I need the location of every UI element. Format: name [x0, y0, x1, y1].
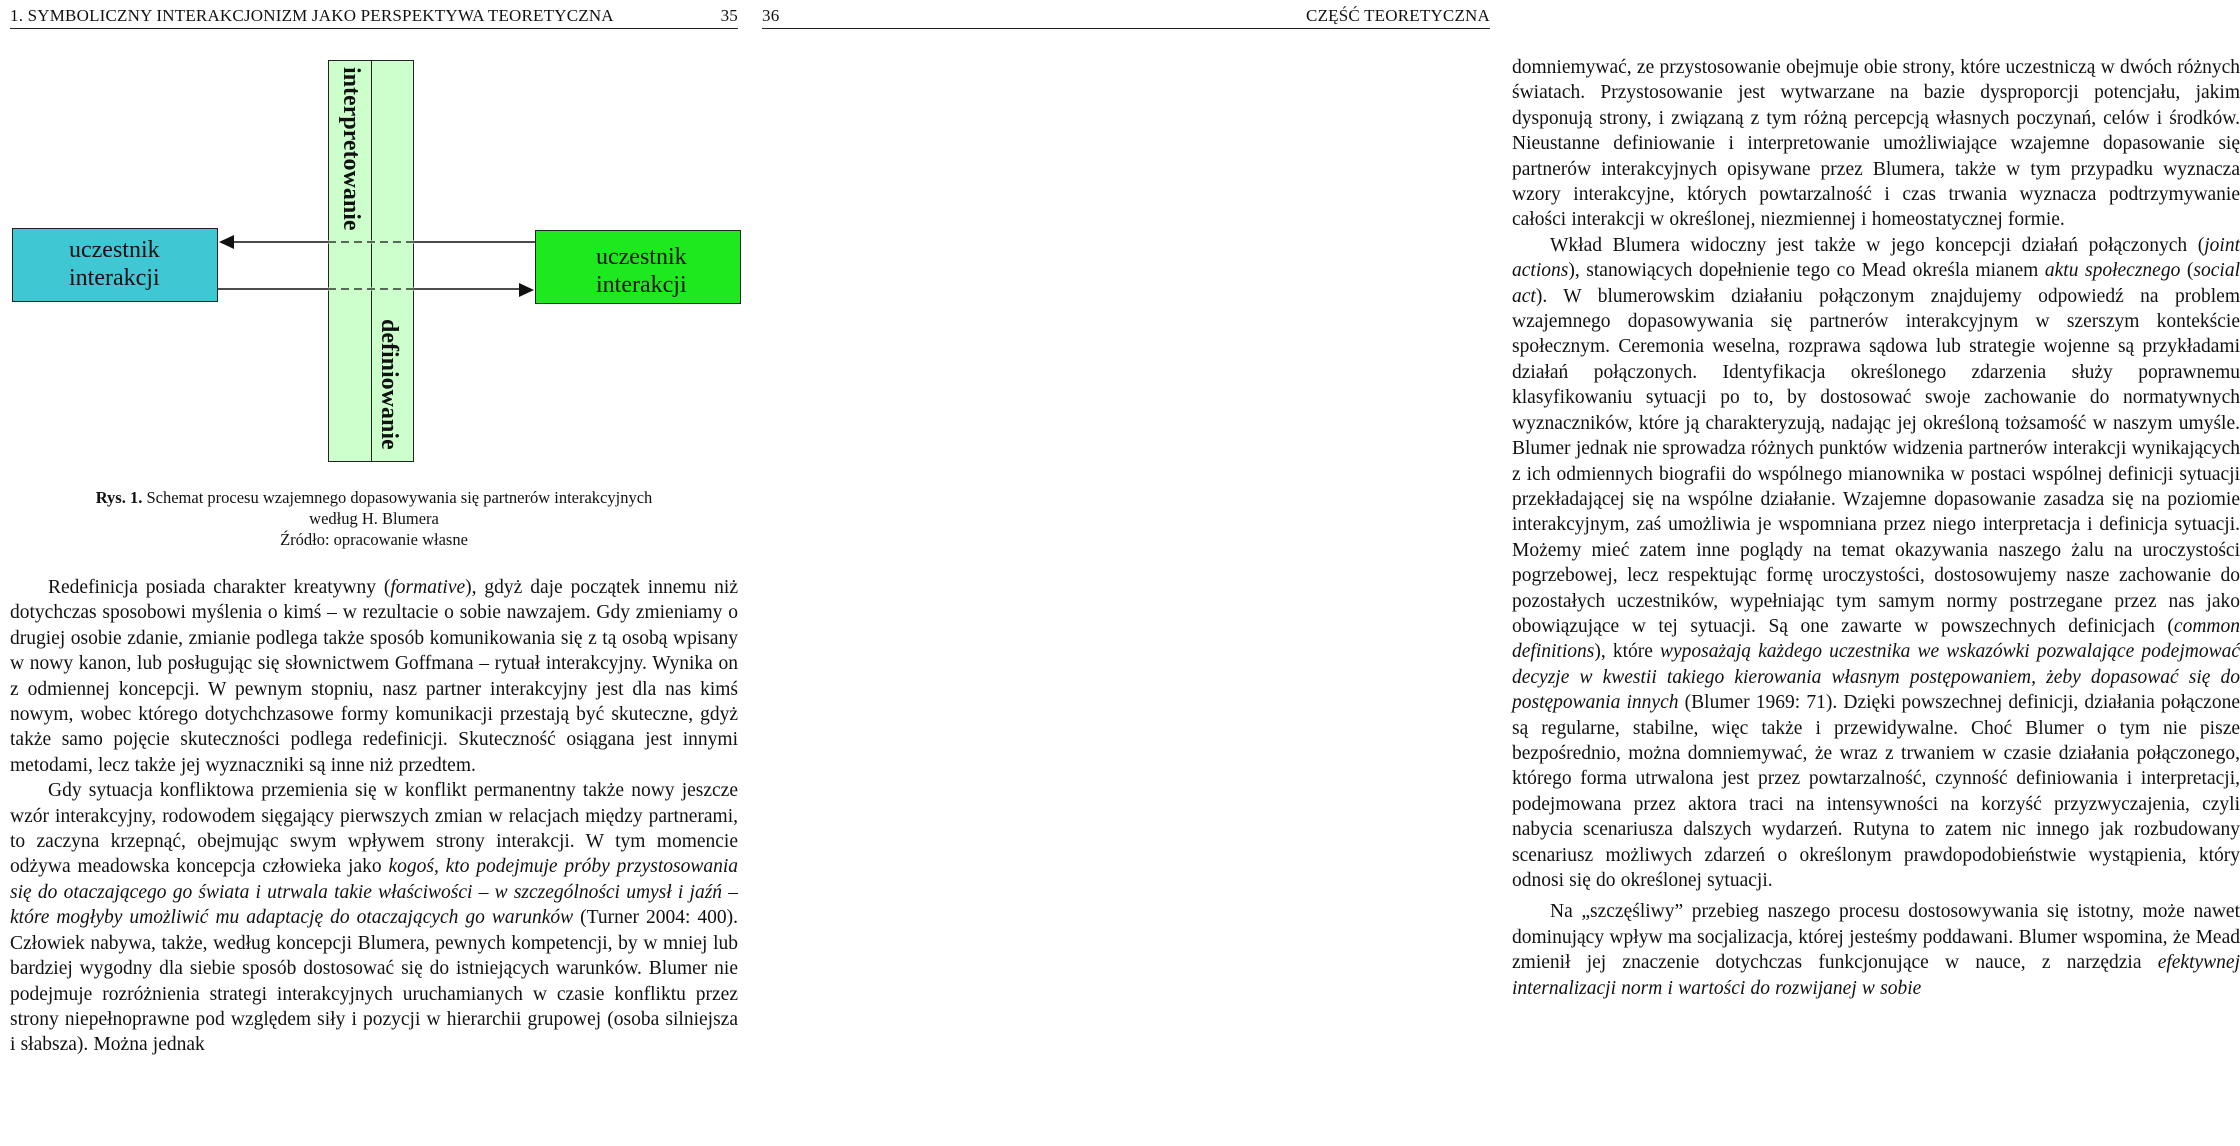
italic-text: kogoś, kto podejmuje próby przystosowania się do otaczającego go świata i utrwala takie właściwości – w szczególności umysł i jaźń – które mogłyby umożliwić mu adaptację do otaczających go warunków	[10, 856, 738, 929]
text: domniemywać, ze przystosowanie obejmuje obie strony, które uczestniczą w dwóch różnych światach. Przystosowanie jest wytwarzane na bazie dysproporcji potencjału, jakim dysponują strony, i związaną z tym różną percepcją własnych poczynań, celów i środków. Nieustanne definiowanie i interpretowanie umożliwiające wzajemne dopasowanie się partnerów interakcyjnych opisywane przez Blumera, także w tym przypadku wyznacza wzory interakcyjne, których powtarzalność i czas trwania wyznacza podtrzymywanie całości interakcji w określonej, niezmiennej i homeostatycznej formie.	[1512, 57, 2240, 231]
paragraph	[10, 778, 738, 1057]
text: Gdy sytuacja konfliktowa przemienia się w konflikt permanentny także nowy jeszcze wzór interakcyjny, rodowodem sięgający pierwszych zmian w relacjach między partnerami, to zaczyna krzepnąć, obejmując swym wpływem strony interakcji. W tym momencie odżywa meadowska koncepcja człowieka jako	[10, 780, 738, 878]
header-rule	[10, 28, 738, 29]
caption-text-1: Schemat procesu wzajemnego dopasowywania się partnerów interakcyjnych	[146, 488, 653, 507]
definiowanie-label: definiowanie	[376, 319, 402, 450]
participant-box-left: uczestnik interakcji	[12, 228, 218, 302]
left-page	[0, 0, 750, 1146]
text: ), gdyż daje początek innemu niż dotychczas sposobowi myślenia o kimś – w rezultacie o sobie nawzajem. Gdy zmieniamy o drugiej osobie zdanie, zmianie podlega także sposób komunikowania się z tą osobą wpisany w nowy kanon, lub posługując się słownictwem Goffmana – rytuał interakcyjny. Wynika on z odmiennej koncepcji. W pewnym stopniu, nasz partner interakcyjny jest dla nas kimś nowym, wobec którego dotychchzasowe formy komunikacji przestają być skuteczne, gdyż także samo pojęcie skuteczności podlega redefinicji. Skuteczność osiągana jest innymi metodami, lecz także jej wyznaczniki są inne niż przedtem.	[10, 577, 738, 776]
text: ), stanowiących dopełnienie tego co Mead określa mianem	[1568, 260, 2045, 282]
text: Na „szczęśliwy” przebieg naszego procesu dostosowywania się istotny, może nawet dominujący wpływ ma socjalizacja, której jesteśmy poddawani. Blumer wspomina, że Mead zmienił jej znaczenie dotychczas funkcjonujące w nauce, z narzędzia	[1512, 901, 2240, 974]
italic-text: aktu społecznego	[2044, 260, 2181, 282]
caption-line-1	[10, 487, 738, 508]
text: Redefinicja posiada charakter kreatywny (	[48, 577, 391, 598]
italic-text: formative	[390, 577, 466, 598]
left-body-text	[10, 575, 738, 1058]
interpretowanie-label: interpretowanie	[338, 67, 364, 231]
text: (	[2180, 260, 2194, 282]
paragraph	[1512, 55, 2240, 233]
italic-text: joint actions	[1512, 234, 2240, 282]
running-head-title: 1. SYMBOLICZNY INTERAKCJONIZM JAKO PERSPEKTYWA TEORETYCZNA	[10, 6, 614, 25]
text: Wkład Blumera widoczny jest także w jego koncepcji działań połączonych (	[1550, 234, 2205, 256]
right-page	[750, 0, 2240, 1146]
running-head-title: CZĘŚĆ TEORETYCZNA	[1306, 6, 1490, 25]
text: ), które	[1594, 641, 1661, 663]
text: ). W blumerowskim działaniu połączonym znajdujemy odpowiedź na problem wzajemnego dopasowywania się partnerów interakcyjnym w szerszym kontekście społecznym. Ceremonia weselna, rozprawa sądowa lub strategie wojenne są przykładami działań połączonych. Identyfikacja określonego zdarzenia służy poprawnemu klasyfikowaniu sytuacji po to, by dostosować swoje zachowanie do normatywnych wyznaczników, które ją charakteryzują, nadając jej określoną tożsamość w naszym umyśle. Blumer jednak nie sprowadza różnych punktów widzenia partnerów interakcji wynikających z ich odmiennych biografii do wspólnego mianownika w postaci wspólnej definicji sytuacji przekładającej się na wspólne działanie. Wzajemne dopasowanie zasadza się na poziomie interakcyjnym, zaś umożliwia je wspomniana przez niego interpretacja i definicja sytuacji. Możemy mieć zatem inne poglądy na temat okazywania naszego żalu na uroczystości pogrzebowej, lecz respektując formę uroczystości, dostosowujemy nasze zachowanie do pozostałych uczestników, wypełniając tym samym normy postrzegane przez nas jako obowiązujące w tej sytuacji. Są one zawarte w powszechnych definicjach (	[1512, 285, 2240, 637]
page-number: 35	[720, 6, 738, 25]
caption-line-2: według H. Blumera	[309, 509, 439, 528]
italic-text: wyposażają każdego uczestnika we wskazówki pozwalające podejmować decyzje w kwestii takiego kierowania własnym postępowaniem, żeby dopasować się do postępowania innych	[1512, 641, 2240, 714]
participant-box-right: uczestnik interakcji	[535, 230, 741, 304]
text: (Turner 2004: 400). Człowiek nabywa, także, według koncepcji Blumera, pewnych kompetencji, by w mniej lub bardziej wygodny dla siebie sposób dostosować się do istniejących warunków. Blumer nie podejmuje rozróżnienia strategi interakcyjnych uruchamianych w czasie konfliktu przez strony niepełnoprawne pod względem siły i pozycji w hierarchii grupowej (osoba silniejsza i słabsza). Można jednak	[10, 907, 738, 1056]
arrow-to-right-head	[519, 283, 534, 297]
paragraph	[1512, 899, 2240, 1001]
page-number: 36	[762, 6, 780, 25]
diagram-arrows	[10, 58, 738, 468]
arrow-to-left-head	[219, 235, 234, 249]
figure-caption	[10, 487, 738, 550]
text: (Blumer 1969: 71). Dzięki powszechnej definicji, działania połączone są regularne, stabilne, więc także i przewidywalne. Choć Blumer o tym nie pisze bezpośrednio, można domniemywać, że wraz z trwaniem w czasie działania połączonego, którego forma utrwalona jest przez powtarzalność, czynność definiowania i interpretacji, podejmowana przez aktora traci na intensywności na korzyść przyzwyczajenia, czyli nabycia scenariusza dalszych wydarzeń. Rutyna to zatem nic innego jak rozbudowany scenariusz możliwych zdarzeń o określonym prawdopodobieństwie wystąpienia, który odnosi się do określonej sytuacji.	[1512, 692, 2240, 891]
caption-label: Rys. 1.	[95, 488, 143, 507]
right-body-text	[1512, 55, 2240, 1001]
italic-text: common definitions	[1512, 615, 2240, 663]
italic-text: social act	[1512, 260, 2240, 307]
paragraph	[10, 575, 738, 778]
header-rule	[762, 28, 1490, 29]
interaction-diagram	[10, 58, 738, 468]
caption-source: Źródło: opracowanie własne	[280, 530, 468, 549]
italic-text: efektywnej internalizacji norm i wartości do rozwijanej w sobie	[1512, 952, 2240, 999]
paragraph	[1512, 233, 2240, 894]
